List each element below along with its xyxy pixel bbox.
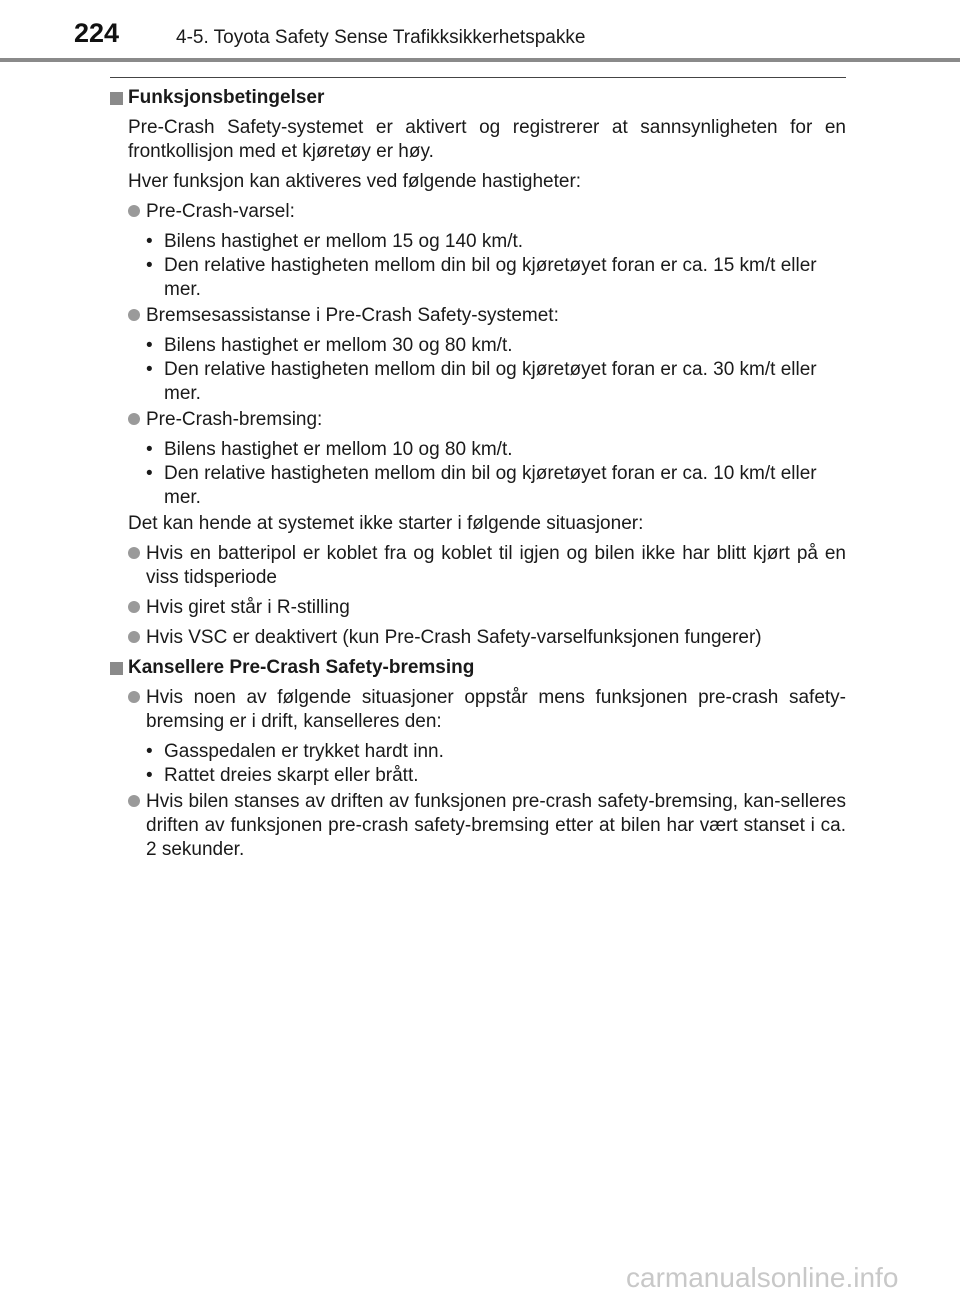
circle-bullet-icon — [128, 631, 140, 643]
sub-list-item: • Gasspedalen er trykket hardt inn. — [146, 741, 444, 762]
sub-list — [146, 740, 846, 788]
dot-bullet-icon: • — [146, 765, 153, 786]
sub-list-item: • Bilens hastighet er mellom 15 og 140 km/t. — [146, 231, 524, 252]
section-heading-conditions: Funksjonsbetingelser — [110, 86, 846, 110]
square-bullet-icon — [110, 92, 123, 105]
circle-bullet-icon — [128, 795, 140, 807]
dot-bullet-icon: • — [146, 359, 153, 380]
dot-bullet-icon: • — [146, 741, 153, 762]
sub-list — [146, 334, 846, 406]
list-item: Hvis VSC er deaktivert (kun Pre-Crash Safety-varselfunksjonen fungerer) — [128, 626, 846, 650]
list-item: Pre-Crash-bremsing: — [128, 408, 846, 432]
sub-list-item: • Den relative hastigheten mellom din bil og kjøretøyet foran er ca. 30 km/t eller mer. — [146, 359, 817, 404]
section-divider — [110, 77, 846, 78]
circle-bullet-icon — [128, 413, 140, 425]
dot-bullet-icon: • — [146, 255, 153, 276]
dot-bullet-icon: • — [146, 335, 153, 356]
circle-bullet-icon — [128, 691, 140, 703]
dot-bullet-icon: • — [146, 439, 153, 460]
section-heading-cancel: Kansellere Pre-Crash Safety-bremsing — [110, 656, 846, 680]
sub-list-item: • Den relative hastigheten mellom din bil og kjøretøyet foran er ca. 10 km/t eller mer. — [146, 463, 817, 508]
watermark: carmanualsonline.info — [626, 1262, 899, 1293]
list-item: Hvis bilen stanses av driften av funksjonen pre-crash safety-bremsing, kan-selleres driften av funksjonen pre-crash safety-bremsing etter at bilen har vært stanset i ca. 2 sekunder. — [128, 790, 846, 862]
sub-list — [146, 438, 846, 510]
dot-bullet-icon: • — [146, 463, 153, 484]
conditions-lead: Hver funksjon kan aktiveres ved følgende hastigheter: — [128, 171, 582, 192]
sub-list-item: • Bilens hastighet er mellom 10 og 80 km/t. — [146, 439, 513, 460]
page-header — [0, 0, 960, 62]
sub-list-item: • Rattet dreies skarpt eller brått. — [146, 765, 419, 786]
circle-bullet-icon — [128, 601, 140, 613]
list-item: Hvis giret står i R-stilling — [128, 596, 846, 620]
conditions-intro: Pre-Crash Safety-systemet er aktivert og registrerer at sannsynligheten for en frontkollisjon med et kjøretøy er høy. — [128, 117, 846, 162]
circle-bullet-icon — [128, 547, 140, 559]
situations-note: Det kan hende at systemet ikke starter i følgende situasjoner: — [128, 513, 644, 534]
sub-list — [146, 230, 846, 302]
list-item: Bremsesassistanse i Pre-Crash Safety-systemet: — [128, 304, 846, 328]
page-number: 224 — [74, 18, 120, 48]
circle-bullet-icon — [128, 309, 140, 321]
sub-list-item: • Den relative hastigheten mellom din bil og kjøretøyet foran er ca. 15 km/t eller mer. — [146, 255, 817, 300]
sub-list-item: • Bilens hastighet er mellom 30 og 80 km/t. — [146, 335, 513, 356]
page-content — [110, 86, 846, 868]
list-item: Hvis noen av følgende situasjoner oppstår mens funksjonen pre-crash safety-bremsing er i drift, kanselleres den: — [128, 686, 846, 734]
circle-bullet-icon — [128, 205, 140, 217]
header-rule — [0, 58, 960, 62]
list-item: Hvis en batteripol er koblet fra og koblet til igjen og bilen ikke har blitt kjørt på en viss tidsperiode — [128, 542, 846, 590]
list-item: Pre-Crash-varsel: — [128, 200, 846, 224]
square-bullet-icon — [110, 662, 123, 675]
chapter-title: 4-5. Toyota Safety Sense Trafikksikkerhetspakke — [176, 27, 586, 48]
dot-bullet-icon: • — [146, 231, 153, 252]
